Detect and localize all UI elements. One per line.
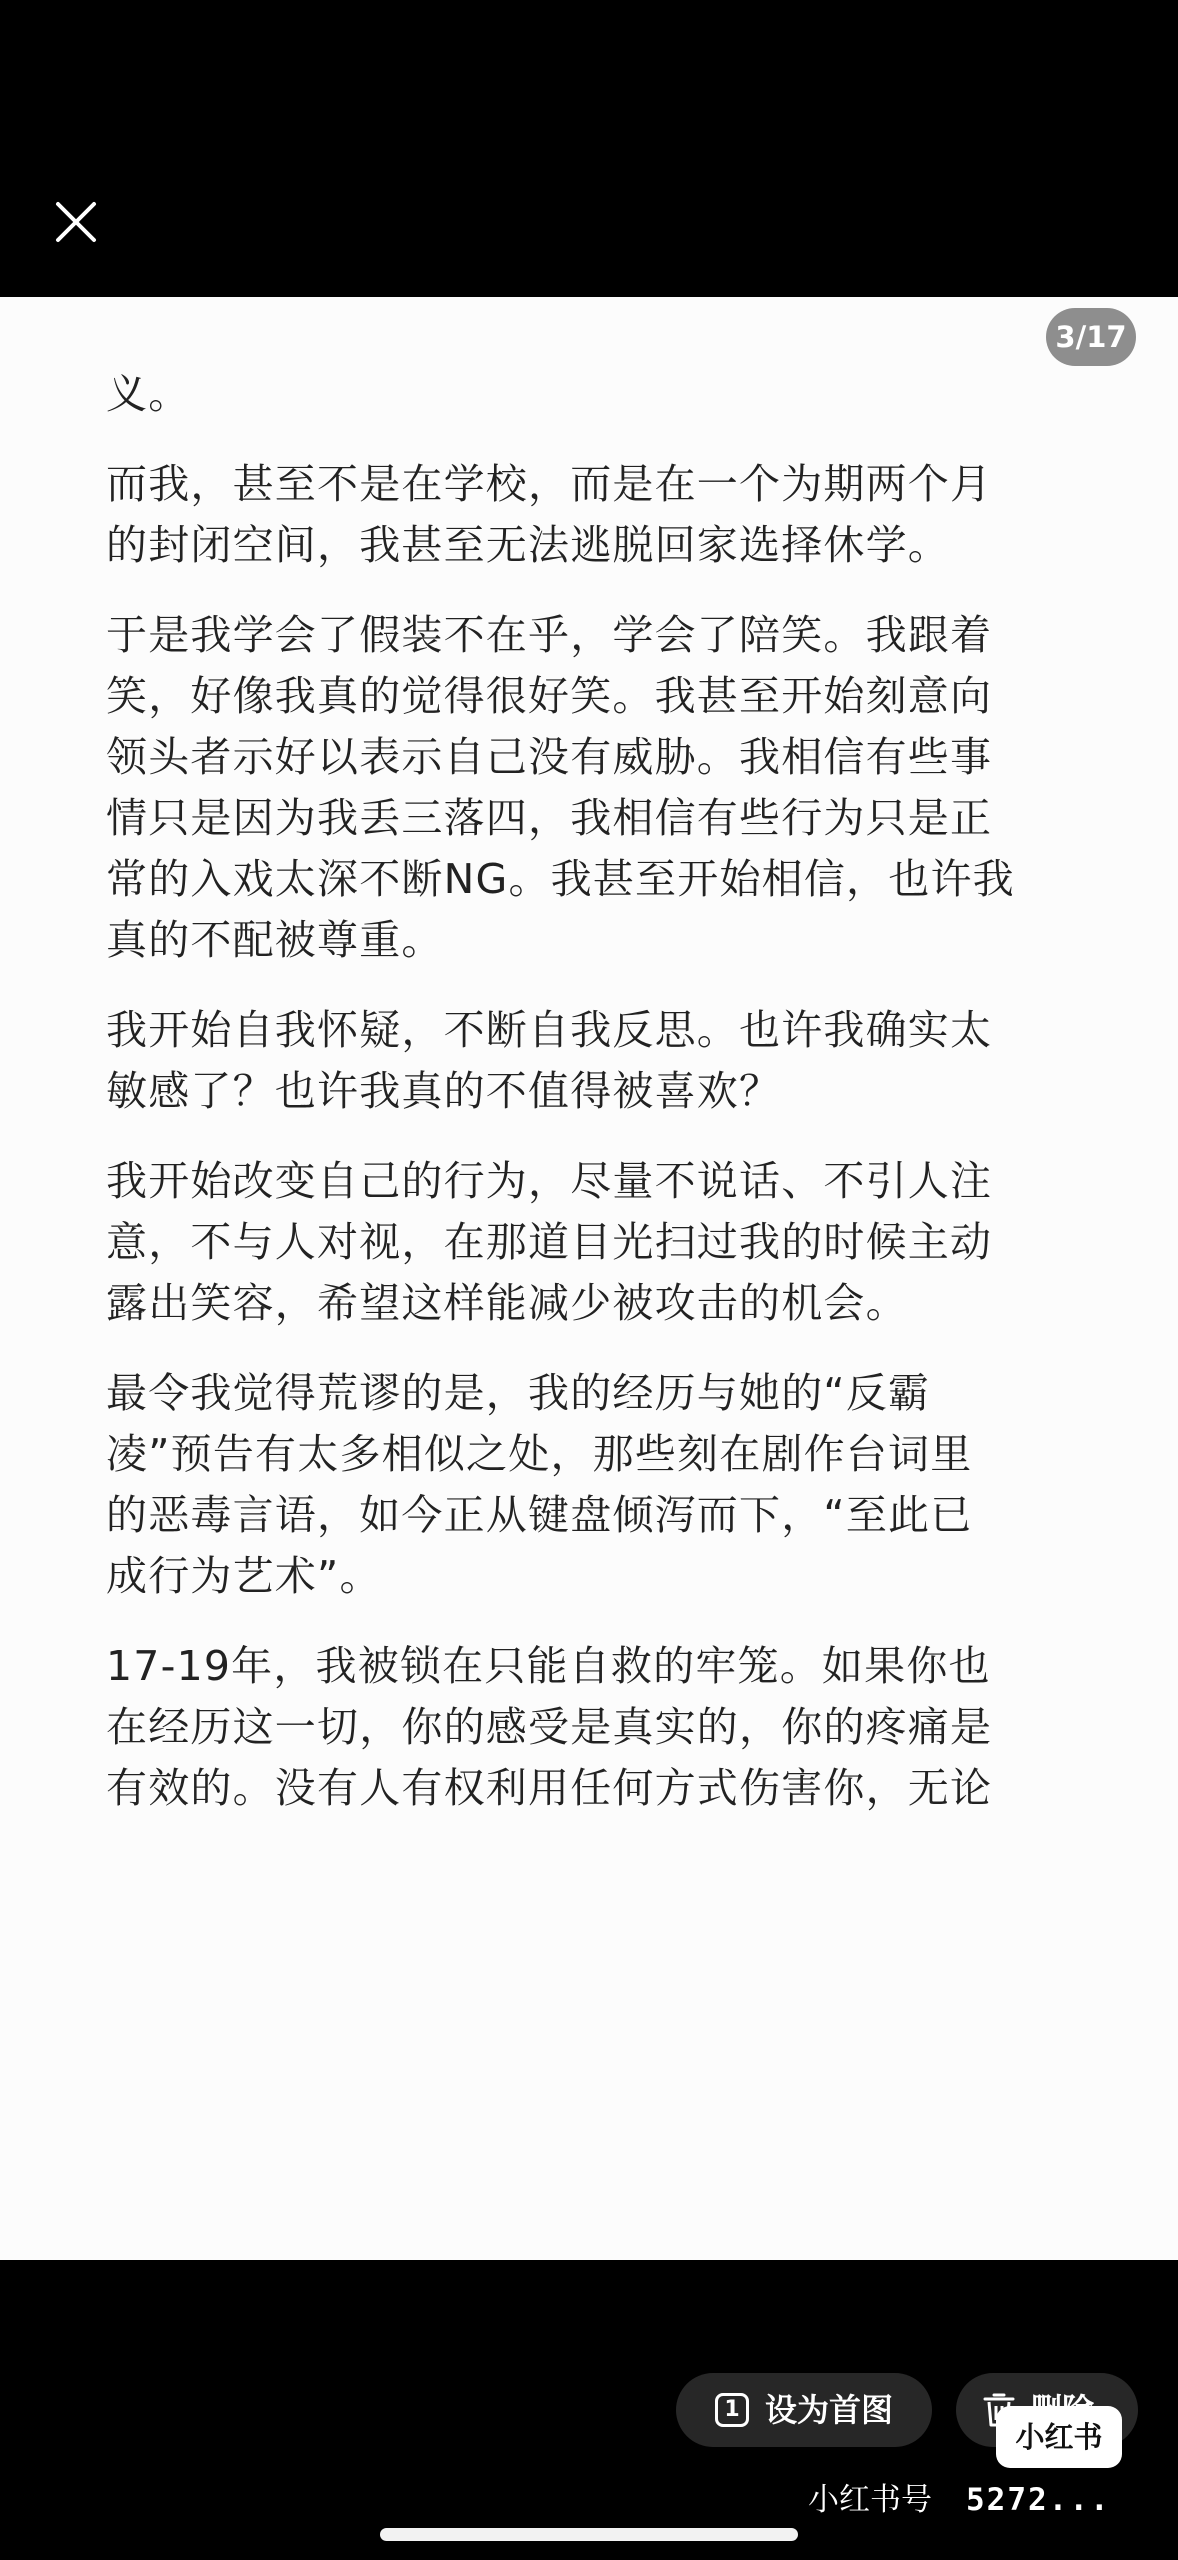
- note-image[interactable]: [0, 297, 1178, 2260]
- paragraph: 我开始改变自己的行为，尽量不说话、不引人注 意，不与人对视，在那道目光扫过我的时候主动 露出笑容，希望这样能减少被攻击的机会。: [106, 1157, 993, 1327]
- watermark-label: 小红书号: [808, 2482, 932, 2518]
- article-text: [106, 364, 1106, 1848]
- paragraph: 义。: [106, 370, 191, 418]
- page-indicator: 3/17: [1046, 308, 1136, 366]
- paragraph: 而我，甚至不是在学校，而是在一个为期两个月 的封闭空间，我甚至无法逃脱回家选择休学。: [106, 460, 993, 569]
- xiaohongshu-logo: 小红书: [996, 2406, 1122, 2468]
- close-button[interactable]: [44, 190, 108, 254]
- watermark-id: 5272...: [966, 2482, 1111, 2518]
- bottom-bar: [0, 2260, 1178, 2560]
- paragraph: 最令我觉得荒谬的是，我的经历与她的“反霸 凌”预告有太多相似之处，那些刻在剧作台词里 的恶毒言语，如今正从键盘倾泻而下，“至此已 成行为艺术”。: [106, 1369, 973, 1600]
- set-cover-label: 设为首图: [764, 2391, 893, 2429]
- home-indicator: [380, 2528, 798, 2541]
- set-cover-button[interactable]: [676, 2373, 932, 2447]
- paragraph: 17-19年，我被锁在只能自救的牢笼。如果你也 在经历这一切，你的感受是真实的，你的疼痛是 有效的。没有人有权利用任何方式伤害你，无论: [106, 1642, 993, 1812]
- paragraph: 于是我学会了假装不在乎，学会了陪笑。我跟着 笑，好像我真的觉得很好笑。我甚至开始刻意向 领头者示好以表示自己没有威胁。我相信有些事 情只是因为我丢三落四，我相信有些行为只是正 常的入戏太深不断NG。我甚至开始相信，也许我 真的不配被尊重。: [106, 611, 1015, 964]
- top-bar: [0, 0, 1178, 297]
- close-icon: [44, 190, 108, 254]
- paragraph: 我开始自我怀疑，不断自我反思。也许我确实太 敏感了？也许我真的不值得被喜欢？: [106, 1006, 993, 1115]
- set-cover-icon: 1: [715, 2393, 749, 2427]
